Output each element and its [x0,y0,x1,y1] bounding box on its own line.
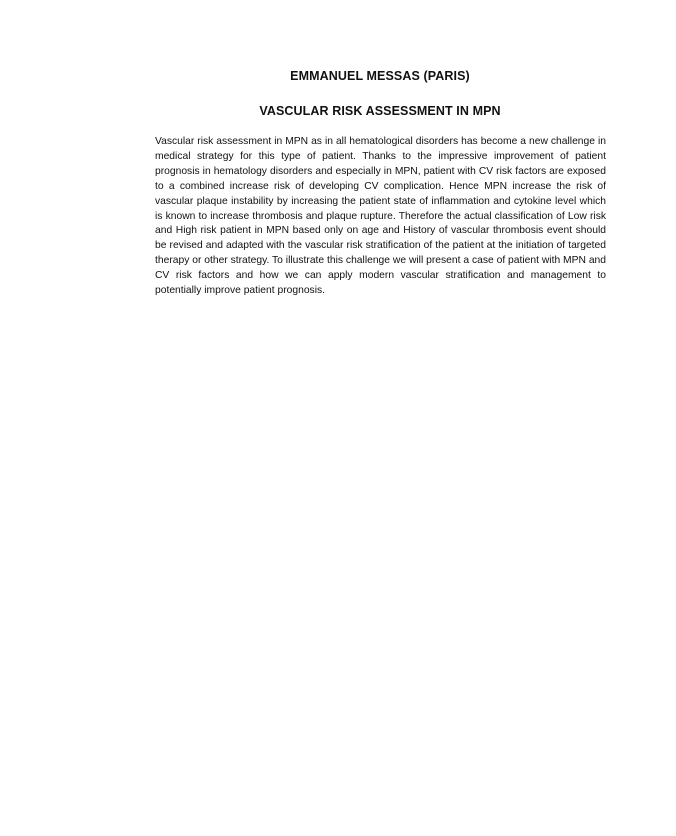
document-title: VASCULAR RISK ASSESSMENT IN MPN [259,104,501,118]
abstract-paragraph: Vascular risk assessment in MPN as in all hematological disorders has become a new challenge in medical strategy for this type of patient. Thanks to the impressive improvement of patient prognosis in hematology disorders and especially in MPN, patient with CV risk factors are exposed to a combined increase risk of developing CV complication. Hence MPN increase the risk of vascular plaque instability by increasing the patient state of inflammation and cytokine level which is known to increase thrombosis and plaque rupture. Therefore the actual classification of Low risk and High risk patient in MPN based only on age and History of vascular thrombosis event should be revised and adapted with the vascular risk stratification of the patient at the initiation of targeted therapy or other strategy. To illustrate this challenge we will present a case of patient with MPN and CV risk factors and how we can apply modern vascular stratification and management to potentially improve patient prognosis. [155,136,606,297]
author-heading: EMMANUEL MESSAS (PARIS) [290,69,470,83]
